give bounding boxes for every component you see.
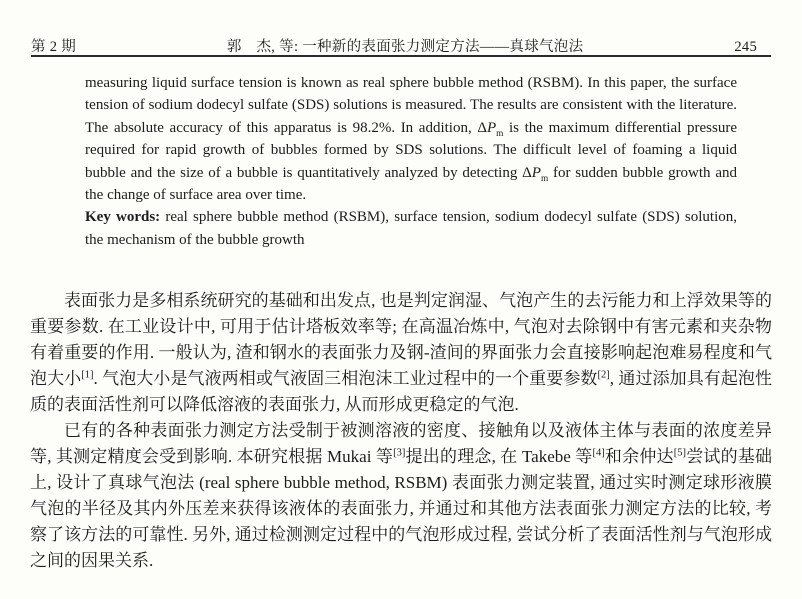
- running-title: 郭 杰, 等: 一种新的表面张力测定方法——真球气泡法: [226, 39, 584, 55]
- body-paragraph-2: 已有的各种表面张力测定方法受制于被测溶液的密度、接触角以及液体主体与表面的浓度差异等, 其测定精度会受到影响. 本研究根据 Mukai 等[3]提出的理念, 在 Takebe 等[4]和余仲达[5]尝试的基础上, 设计了真球气泡法 (real sphere bubble method, RSBM) 表面张力测定装置, 通过实时测定球形液膜气泡的半径及其内外压差来获得该液体的表面张力, 并通过和其他方法表面张力测定方法的比较, 考察了该方法的可靠性. 另外, 通过检测测定过程中的气泡形成过程, 尝试分析了表面活性剂与气泡形成之间的因果关系.: [30, 421, 773, 570]
- abstract-section: [85, 72, 737, 251]
- keywords-line: Key words: real sphere bubble method (RSBM), surface tension, sodium dodecyl sulfate (SDS) solution, the mechanism of the bubble growth: [85, 209, 737, 248]
- abstract-text: measuring liquid surface tension is known as real sphere bubble method (RSBM). In this paper, the surface tension of sodium dodecyl sulfate (SDS) solutions is measured. The results are consistent with the literature. The absolute accuracy of this apparatus is 98.2%. In addition, $\Delta P_m$ is the maximum differential pressure required for rapid growth of bubbles formed by SDS solutions. The difficult level of foaming a liquid bubble and the size of a bubble is quantitatively analyzed by detecting $\Delta P_m$ for sudden bubble growth and the change of surface area over time.: [85, 75, 737, 204]
- journal-issue: 第 2 期: [31, 39, 76, 55]
- page-number: 245: [734, 39, 757, 55]
- body-section: [30, 288, 772, 574]
- body-paragraph-1: 表面张力是多相系统研究的基础和出发点, 也是判定润湿、气泡产生的去污能力和上浮效果等的重要参数. 在工业设计中, 可用于估计塔板效率等; 在高温冶炼中, 气泡对去除钢中有害元素和夹杂物有着重要的作用. 一般认为, 渣和钢水的表面张力及钢-渣间的界面张力会直接影响起泡难易程度和气泡大小[1]. 气泡大小是气液两相或气液固三相泡沫工业过程中的一个重要参数[2], 通过添加具有起泡性质的表面活性剂可以降低溶液的表面张力, 从而形成更稳定的气泡.: [30, 291, 773, 414]
- running-header: [31, 35, 769, 56]
- header-rule: [31, 55, 771, 57]
